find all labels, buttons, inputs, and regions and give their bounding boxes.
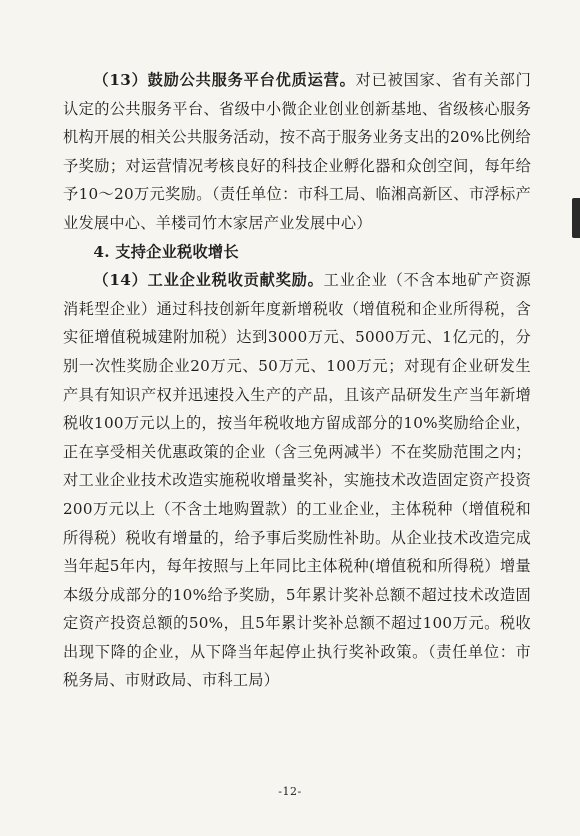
paragraph-14-body: 工业企业（不含本地矿产资源消耗型企业）通过科技创新年度新增税收（增值税和企业所得税，含实征增值税城建附加税）达到3000万元、5000万元、1亿元的，分别一次性奖励企业20万元、50万元、100万元；对现有企业研发生产具有知识产权并迅速投入生产的产品，且该产品研发生产当年新增税收100万元以上的，按当年税收地方留成部分的10%奖励给企业，正在享受相关优惠政策的企业（含三免两减半）不在奖励范围之内；对工业企业技术改造实施税收增量奖补，实施技术改造固定资产投资200万元以上（不含土地购置款）的工业企业，主体税种（增值税和所得税）税收有增量的，给予事后奖励性补助。从企业技术改造完成当年起5年内，每年按照与上年同比主体税种(增值税和所得税）增量本级分成部分的10%给予奖励，5年累计奖补总额不超过技术改造固定资产投资总额的50%，且5年累计奖补总额不超过100万元。税收出现下降的企业，从下降当年起停止执行奖补政策。（责任单位：市税务局、市财政局、市科工局）	[63, 271, 532, 690]
paragraph-14	[63, 266, 531, 695]
paragraph-13-body: 对已被国家、省有关部门认定的公共服务平台、省级中小微企业创业创新基地、省级核心服务机构开展的相关公共服务活动，按不高于服务业务支出的20%比例给予奖励；对运营情况考核良好的科技企业孵化器和众创空间，每年给予10～20万元奖励。（责任单位：市科工局、临湘高新区、市浮标产业发展中心、羊楼司竹木家居产业发展中心）	[63, 71, 532, 232]
page-number: -12-	[278, 785, 302, 798]
document-body	[63, 66, 531, 695]
binding-edge-mark	[572, 198, 580, 238]
section-4-heading: 4. 支持企业税收增长	[93, 242, 239, 261]
paragraph-13-title: （13）鼓励公共服务平台优质运营。	[93, 71, 356, 89]
paragraph-13	[63, 66, 531, 238]
paragraph-14-title: （14）工业企业税收贡献奖励。	[93, 271, 324, 290]
